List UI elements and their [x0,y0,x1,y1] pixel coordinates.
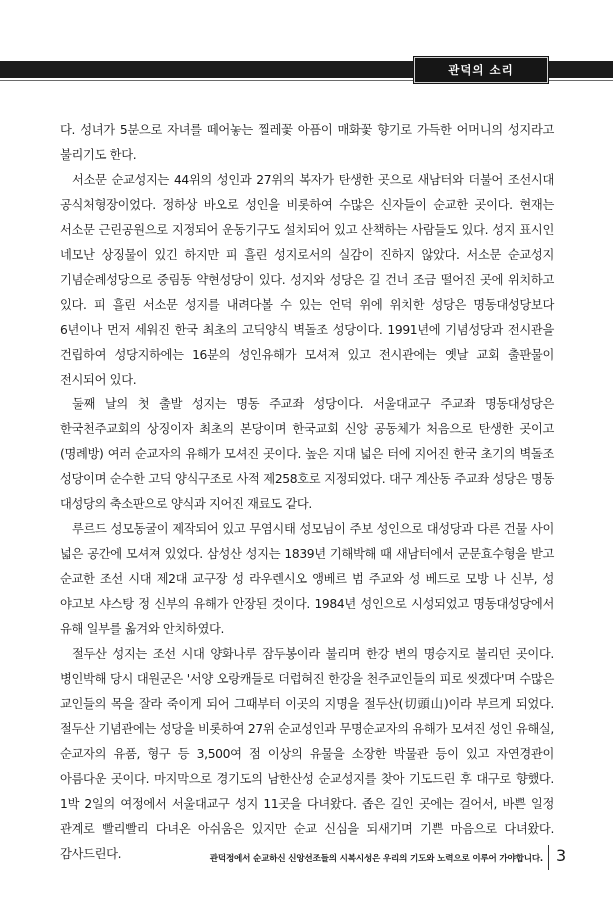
section-title: 관덕의 소리 [448,63,514,77]
paragraph-samseongsan: 루르드 성모동굴이 제작되어 있고 무염시태 성모님이 주보 성인으로 대성당과 다른 건물 사이 넓은 공간에 모셔져 있었다. 삼성산 성지는 1839년 기해박해 때 새남터에서 군문효수형을 받고 순교한 조선 시대 제2대 교구장 성 라우렌시오 앵베르 범 주교와 성 베드로 모방 나 신부, 성 야고보 샤스탕 정 신부의 유해가 안장된 것이다. 1984년 성인으로 시성되었고 명동대성당에서 유해 일부를 옮겨와 안치하였다. [60,522,554,637]
footer-divider [548,845,549,870]
footer-slogan: 관덕정에서 순교하신 신앙선조들의 시복시성은 우리의 기도와 노력으로 이루어 가야합니다. [209,854,543,864]
paragraph-seosomun: 서소문 순교성지는 44위의 성인과 27위의 복자가 탄생한 곳으로 새남터와 더불어 조선시대 공식처형장이었다. 정하상 바오로 성인을 비롯하여 수많은 신자들이 순교한 곳이다. 현재는 서소문 근린공원으로 지정되어 운동기구도 설치되어 있고 산책하는 사람들도 있다. 성지 표시인 네모난 상징물이 있긴 하지만 피 흘린 성지로서의 실감이 진하지 않았다. 서소문 순교성지 기념순례성당으로 중림동 약현성당이 있다. 성지와 성당은 길 건너 조금 떨어진 곳에 위치하고 있다. 피 흘린 서소문 성지를 내려다볼 수 있는 언덕 위에 위치한 성당은 명동대성당보다 6년이나 먼저 세워진 한국 최초의 고딕양식 벽돌조 성당이다. 1991년에 기념성당과 전시관을 건립하여 성당지하에는 16분의 성인유해가 모셔져 있고 전시관에는 옛날 교회 출판물이 전시되어 있다. [60,172,554,387]
paragraph-myeongdong: 둘째 날의 첫 출발 성지는 명동 주교좌 성당이다. 서울대교구 주교좌 명동대성당은 한국천주교회의 상징이자 최초의 본당이며 한국교회 신앙 공동체가 처음으로 탄생한 곳이고 (명례방) 여러 순교자의 유해가 모셔진 곳이다. 높은 지대 넓은 터에 지어진 한국 초기의 벽돌조 성당이며 순수한 고딕 양식구조로 사적 제258호로 지정되었다. 대구 계산동 주교좌 성당은 명동 대성당의 축소판으로 양식과 지어진 재료도 같다. [60,397,554,512]
paragraph-jeoldusan: 절두산 성지는 조선 시대 양화나루 잠두봉이라 불리며 한강 변의 명승지로 불리던 곳이다. 병인박해 당시 대원군은 '서양 오랑캐들로 더럽혀진 한강을 천주교인들의 피로 씻겠다'며 수많은 교인들의 목을 잘라 죽이게 되어 그때부터 이곳의 지명을 절두산(切頭山)이라 부르게 되었다. 절두산 기념관에는 성당을 비롯하여 27위 순교성인과 무명순교자의 유해가 모셔진 성인 유해실, 순교자의 유품, 형구 등 3,500여 점 이상의 유물을 소장한 박물관 등이 있고 자연경관이 아름다운 곳이다. 마지막으로 경기도의 남한산성 순교성지를 찾아 기도드린 후 대구로 향했다. 1박 2일의 여정에서 서울대교구 성지 11곳을 다녀왔다. 좁은 길인 곳에는 걸어서, 바쁜 일정 관계로 빨리빨리 다녀온 아쉬움은 있지만 순교 신심을 되새기며 기쁜 마음으로 다녀왔다. 감사드린다. [60,647,554,861]
paragraph-continuation: 다. 성녀가 5분으로 자녀를 떼어놓는 찔레꽃 아픔이 매화꽃 향기로 가득한 어머니의 성지라고 불리기도 한다. [60,123,554,162]
article-body [60,118,554,867]
section-title-tab [414,57,548,83]
page-number: 3 [556,846,567,865]
